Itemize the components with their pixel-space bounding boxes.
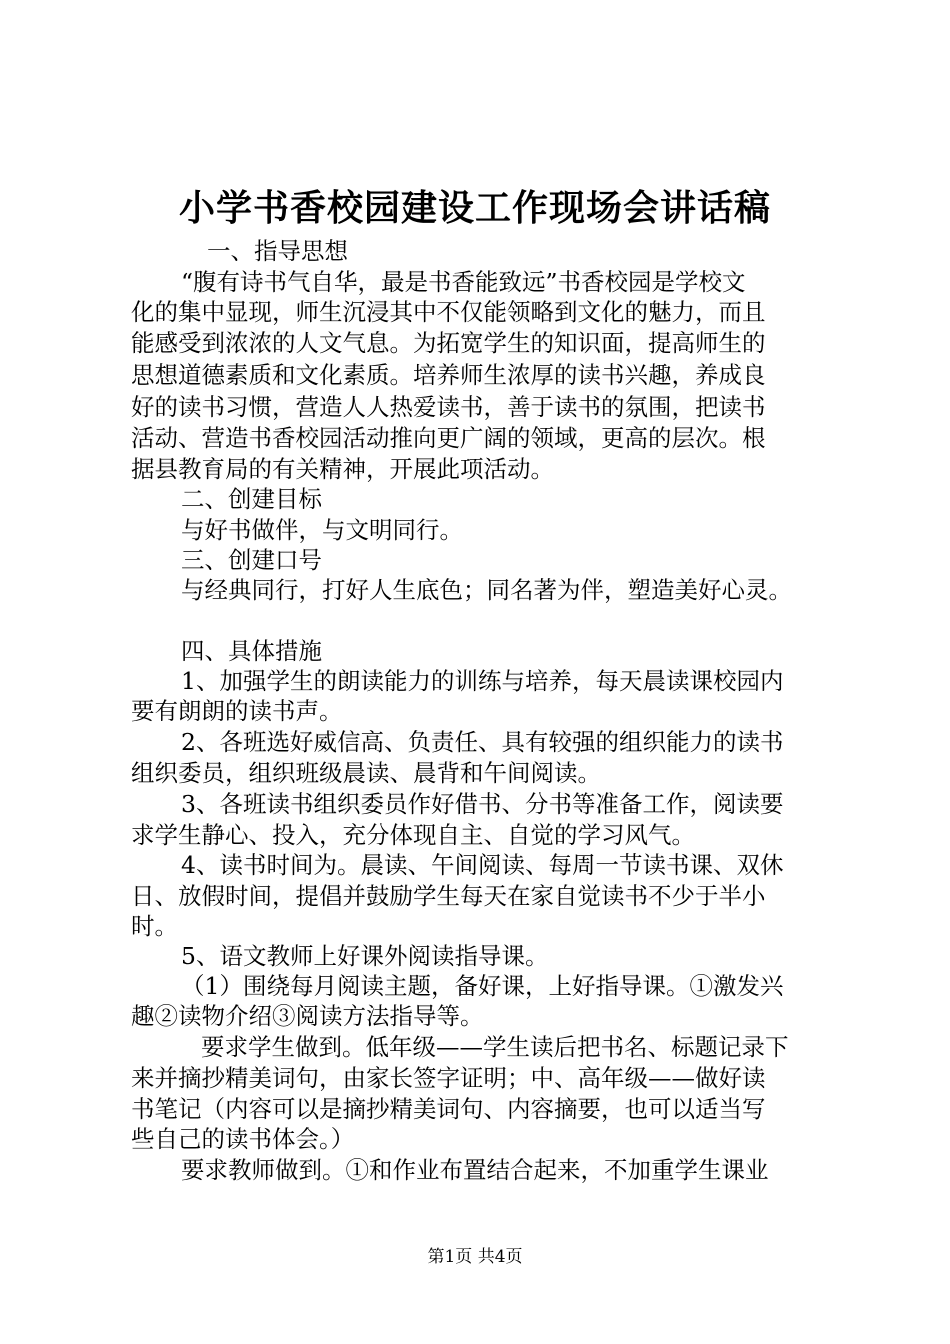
paragraph-line: 5、语文教师上好课外阅读指导课。 xyxy=(181,942,549,970)
paragraph-line: 日、放假时间，提倡并鼓励学生每天在家自觉读书不少于半小 xyxy=(131,882,766,910)
paragraph-line: 与经典同行，打好人生底色；同名著为伴，塑造美好心灵。 xyxy=(181,576,792,604)
paragraph-line: 些自己的读书体会。） xyxy=(131,1125,355,1153)
paragraph-line: 好的读书习惯，营造人人热爱读书，善于读书的氛围，把读书 xyxy=(131,393,766,421)
paragraph-line: （1）围绕每月阅读主题，备好课，上好指导课。①激发兴 xyxy=(181,972,784,1000)
paragraph-line: 3、各班读书组织委员作好借书、分书等准备工作，阅读要 xyxy=(181,790,784,818)
paragraph-line: “腹有诗书气自华，最是书香能致远”书香校园是学校文 xyxy=(181,268,746,296)
paragraph-line: 据县教育局的有关精神，开展此项活动。 xyxy=(131,455,554,483)
paragraph-line: 来并摘抄精美词句，由家长签字证明；中、高年级——做好读 xyxy=(131,1064,766,1092)
paragraph-line: 思想道德素质和文化素质。培养师生浓厚的读书兴趣，养成良 xyxy=(131,361,766,389)
paragraph-line: 1、加强学生的朗读能力的训练与培养，每天晨读课校园内 xyxy=(181,667,784,695)
heading-goal: 二、创建目标 xyxy=(181,485,322,513)
heading-measures: 四、具体措施 xyxy=(181,637,322,665)
heading-slogan: 三、创建口号 xyxy=(181,546,322,574)
heading-guiding-thought: 一、指导思想 xyxy=(207,237,348,265)
page-footer: 第1页 共4页 xyxy=(427,1247,523,1267)
paragraph-line: 与好书做伴，与文明同行。 xyxy=(181,516,463,544)
paragraph-line: 求学生静心、投入，充分体现自主、自觉的学习风气。 xyxy=(131,821,695,849)
paragraph-line: 趣②读物介绍③阅读方法指导等。 xyxy=(131,1002,484,1030)
paragraph-line: 要有朗朗的读书声。 xyxy=(131,697,343,725)
paragraph-line: 4、读书时间为。晨读、午间阅读、每周一节读书课、双休 xyxy=(181,851,784,879)
paragraph-line: 组织委员，组织班级晨读、晨背和午间阅读。 xyxy=(131,759,601,787)
paragraph-line: 能感受到浓浓的人文气息。为拓宽学生的知识面，提高师生的 xyxy=(131,329,766,357)
paragraph-line: 化的集中显现，师生沉浸其中不仅能领略到文化的魅力，而且 xyxy=(131,298,766,326)
paragraph-line: 活动、营造书香校园活动推向更广阔的领域，更高的层次。根 xyxy=(131,424,766,452)
paragraph-line: 时。 xyxy=(131,912,178,940)
paragraph-line: 2、各班选好威信高、负责任、具有较强的组织能力的读书 xyxy=(181,728,784,756)
paragraph-line: 要求教师做到。①和作业布置结合起来，不加重学生课业 xyxy=(181,1156,769,1184)
paragraph-line: 要求学生做到。低年级——学生读后把书名、标题记录下 xyxy=(201,1033,789,1061)
paragraph-line: 书笔记（内容可以是摘抄精美词句、内容摘要，也可以适当写 xyxy=(131,1095,766,1123)
document-title: 小学书香校园建设工作现场会讲话稿 xyxy=(178,188,771,229)
